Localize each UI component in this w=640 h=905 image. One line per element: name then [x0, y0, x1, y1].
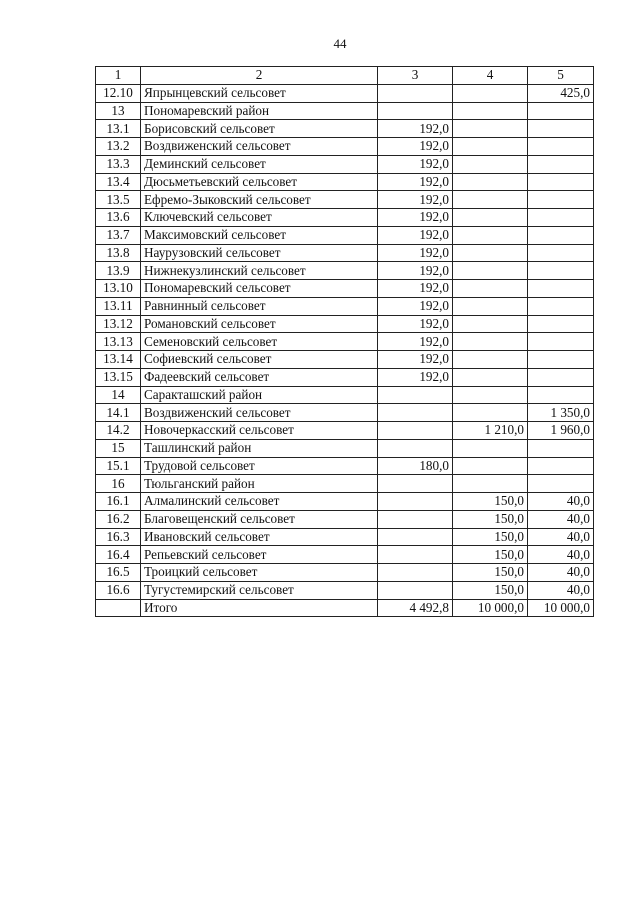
row-number-cell: 13.11 [96, 297, 141, 315]
row-col4-cell [453, 138, 528, 156]
row-name-cell: Дюсьметьевский сельсовет [141, 173, 378, 191]
table-row [96, 528, 594, 546]
row-col3-cell [378, 422, 453, 440]
row-col5-cell: 1 960,0 [528, 422, 594, 440]
row-col3-cell [378, 546, 453, 564]
row-number-cell: 16 [96, 475, 141, 493]
row-col5-cell: 1 350,0 [528, 404, 594, 422]
row-name-cell: Борисовский сельсовет [141, 120, 378, 138]
row-name-cell: Алмалинский сельсовет [141, 493, 378, 511]
page-number: 44 [333, 36, 347, 51]
table-row [96, 475, 594, 493]
row-number-cell: 13.13 [96, 333, 141, 351]
table-row [96, 386, 594, 404]
row-col5-cell [528, 120, 594, 138]
table-row [96, 368, 594, 386]
column-header: 4 [453, 67, 528, 85]
row-col5-cell [528, 138, 594, 156]
row-col5-cell: 425,0 [528, 84, 594, 102]
row-name-cell: Саракташский район [141, 386, 378, 404]
table-row [96, 244, 594, 262]
row-number-cell: 16.3 [96, 528, 141, 546]
row-name-cell: Ключевский сельсовет [141, 209, 378, 227]
row-number-cell: 13.10 [96, 280, 141, 298]
row-number-cell: 13.6 [96, 209, 141, 227]
row-col5-cell [528, 209, 594, 227]
row-number-cell: 16.4 [96, 546, 141, 564]
row-col4-cell [453, 120, 528, 138]
row-name-cell: Трудовой сельсовет [141, 457, 378, 475]
row-number-cell: 13.5 [96, 191, 141, 209]
row-col4-cell [453, 173, 528, 191]
row-col4-cell [453, 209, 528, 227]
row-col3-cell [378, 564, 453, 582]
row-name-cell: Наурузовский сельсовет [141, 244, 378, 262]
row-number-cell: 16.2 [96, 510, 141, 528]
row-name-cell: Пономаревский сельсовет [141, 280, 378, 298]
column-header: 1 [96, 67, 141, 85]
row-col4-cell: 150,0 [453, 546, 528, 564]
table-row [96, 173, 594, 191]
row-name-cell: Семеновский сельсовет [141, 333, 378, 351]
row-col3-cell [378, 581, 453, 599]
table-row [96, 209, 594, 227]
row-col5-cell: 40,0 [528, 528, 594, 546]
row-name-cell: Максимовский сельсовет [141, 226, 378, 244]
row-name-cell: Софиевский сельсовет [141, 351, 378, 369]
row-col5-cell [528, 315, 594, 333]
row-name-cell: Нижнекузлинский сельсовет [141, 262, 378, 280]
row-name-cell: Итого [141, 599, 378, 617]
row-name-cell: Равнинный сельсовет [141, 297, 378, 315]
row-col5-cell [528, 262, 594, 280]
row-name-cell: Тюльганский район [141, 475, 378, 493]
row-col4-cell [453, 333, 528, 351]
row-col5-cell [528, 173, 594, 191]
row-col4-cell [453, 226, 528, 244]
table-row [96, 510, 594, 528]
row-col4-cell [453, 368, 528, 386]
table-row [96, 581, 594, 599]
row-col3-cell: 192,0 [378, 368, 453, 386]
row-col3-cell [378, 84, 453, 102]
row-number-cell: 15.1 [96, 457, 141, 475]
row-name-cell: Воздвиженский сельсовет [141, 404, 378, 422]
row-col3-cell: 192,0 [378, 120, 453, 138]
row-col5-cell [528, 333, 594, 351]
row-number-cell: 15 [96, 439, 141, 457]
table-row [96, 315, 594, 333]
row-col5-cell: 40,0 [528, 564, 594, 582]
row-col4-cell [453, 155, 528, 173]
row-name-cell: Ивановский сельсовет [141, 528, 378, 546]
row-col5-cell [528, 439, 594, 457]
row-col4-cell [453, 457, 528, 475]
row-col4-cell: 150,0 [453, 564, 528, 582]
row-number-cell: 16.1 [96, 493, 141, 511]
row-col4-cell [453, 102, 528, 120]
row-col3-cell: 192,0 [378, 262, 453, 280]
row-name-cell: Ташлинский район [141, 439, 378, 457]
row-number-cell: 13 [96, 102, 141, 120]
row-col4-cell [453, 315, 528, 333]
row-col3-cell: 192,0 [378, 280, 453, 298]
row-col3-cell: 192,0 [378, 173, 453, 191]
row-col4-cell [453, 351, 528, 369]
column-header: 5 [528, 67, 594, 85]
table-row [96, 262, 594, 280]
row-col3-cell: 180,0 [378, 457, 453, 475]
row-name-cell: Новочеркасский сельсовет [141, 422, 378, 440]
row-col3-cell: 192,0 [378, 209, 453, 227]
row-name-cell: Пономаревский район [141, 102, 378, 120]
row-number-cell: 13.12 [96, 315, 141, 333]
row-name-cell: Благовещенский сельсовет [141, 510, 378, 528]
row-col3-cell: 192,0 [378, 351, 453, 369]
row-col3-cell: 192,0 [378, 244, 453, 262]
row-col4-cell [453, 191, 528, 209]
row-col4-cell: 150,0 [453, 528, 528, 546]
row-name-cell: Троицкий сельсовет [141, 564, 378, 582]
table-row [96, 439, 594, 457]
row-col5-cell: 40,0 [528, 581, 594, 599]
row-col3-cell: 192,0 [378, 138, 453, 156]
row-col4-cell [453, 404, 528, 422]
row-number-cell: 13.8 [96, 244, 141, 262]
row-number-cell: 13.15 [96, 368, 141, 386]
row-col3-cell: 192,0 [378, 191, 453, 209]
row-col5-cell [528, 191, 594, 209]
row-col5-cell [528, 102, 594, 120]
table-row [96, 351, 594, 369]
table-row [96, 84, 594, 102]
row-number-cell: 13.1 [96, 120, 141, 138]
row-number-cell: 13.3 [96, 155, 141, 173]
row-col5-cell [528, 280, 594, 298]
row-col3-cell: 192,0 [378, 315, 453, 333]
row-col3-cell: 192,0 [378, 226, 453, 244]
row-number-cell: 14.1 [96, 404, 141, 422]
row-col4-cell [453, 439, 528, 457]
table-row [96, 404, 594, 422]
row-col4-cell [453, 84, 528, 102]
row-number-cell: 13.9 [96, 262, 141, 280]
row-name-cell: Япрынцевский сельсовет [141, 84, 378, 102]
row-col5-cell [528, 351, 594, 369]
row-number-cell [96, 599, 141, 617]
row-col4-cell: 150,0 [453, 493, 528, 511]
row-col5-cell [528, 226, 594, 244]
row-col5-cell [528, 244, 594, 262]
row-number-cell: 14 [96, 386, 141, 404]
row-name-cell: Тугустемирский сельсовет [141, 581, 378, 599]
row-number-cell: 14.2 [96, 422, 141, 440]
row-col3-cell: 192,0 [378, 297, 453, 315]
row-col3-cell [378, 386, 453, 404]
row-col4-cell [453, 262, 528, 280]
table-row [96, 138, 594, 156]
table-row [96, 120, 594, 138]
row-col4-cell [453, 386, 528, 404]
table-row [96, 422, 594, 440]
row-col5-cell [528, 386, 594, 404]
row-number-cell: 13.4 [96, 173, 141, 191]
row-name-cell: Фадеевский сельсовет [141, 368, 378, 386]
column-header: 2 [141, 67, 378, 85]
table-body [96, 67, 594, 617]
row-number-cell: 12.10 [96, 84, 141, 102]
row-col5-cell [528, 155, 594, 173]
row-col4-cell [453, 280, 528, 298]
row-col4-cell [453, 475, 528, 493]
row-col4-cell: 150,0 [453, 581, 528, 599]
row-number-cell: 13.14 [96, 351, 141, 369]
table-row [96, 102, 594, 120]
table-row [96, 564, 594, 582]
row-name-cell: Репьевский сельсовет [141, 546, 378, 564]
row-col3-cell [378, 528, 453, 546]
row-col3-cell [378, 404, 453, 422]
row-col5-cell [528, 297, 594, 315]
row-col4-cell: 150,0 [453, 510, 528, 528]
row-col4-cell: 10 000,0 [453, 599, 528, 617]
row-col4-cell: 1 210,0 [453, 422, 528, 440]
table-row [96, 226, 594, 244]
row-col3-cell [378, 510, 453, 528]
table-row [96, 493, 594, 511]
row-col4-cell [453, 297, 528, 315]
row-col5-cell [528, 368, 594, 386]
row-number-cell: 13.2 [96, 138, 141, 156]
row-col4-cell [453, 244, 528, 262]
row-name-cell: Романовский сельсовет [141, 315, 378, 333]
table-row [96, 333, 594, 351]
table-row [96, 155, 594, 173]
row-col3-cell: 4 492,8 [378, 599, 453, 617]
row-col5-cell [528, 457, 594, 475]
table-row [96, 280, 594, 298]
row-col5-cell: 40,0 [528, 493, 594, 511]
table-row [96, 599, 594, 617]
allocation-table [95, 66, 594, 617]
row-col3-cell [378, 475, 453, 493]
row-col5-cell: 10 000,0 [528, 599, 594, 617]
table-header-row [96, 67, 594, 85]
row-col5-cell [528, 475, 594, 493]
row-col3-cell: 192,0 [378, 155, 453, 173]
row-name-cell: Ефремо-Зыковский сельсовет [141, 191, 378, 209]
table-row [96, 546, 594, 564]
row-name-cell: Воздвиженский сельсовет [141, 138, 378, 156]
row-col3-cell: 192,0 [378, 333, 453, 351]
column-header: 3 [378, 67, 453, 85]
row-col5-cell: 40,0 [528, 546, 594, 564]
table-row [96, 457, 594, 475]
row-number-cell: 16.5 [96, 564, 141, 582]
row-col3-cell [378, 102, 453, 120]
row-number-cell: 13.7 [96, 226, 141, 244]
row-col5-cell: 40,0 [528, 510, 594, 528]
row-col3-cell [378, 493, 453, 511]
table-row [96, 191, 594, 209]
table-row [96, 297, 594, 315]
row-name-cell: Деминский сельсовет [141, 155, 378, 173]
row-col3-cell [378, 439, 453, 457]
row-number-cell: 16.6 [96, 581, 141, 599]
